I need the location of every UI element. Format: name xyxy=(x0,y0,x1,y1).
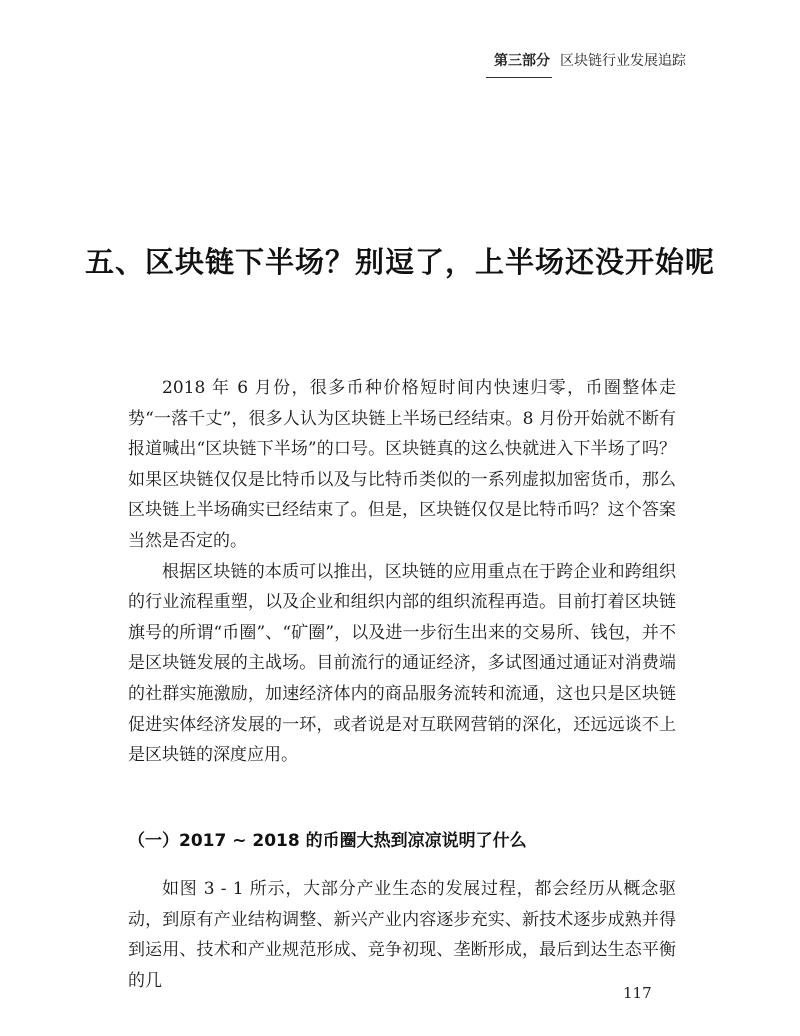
paragraph: 2018 年 6 月份，很多币种价格短时间内快速归零，币圈整体走势“一落千丈”，很多人认为区块链上半场已经结束。8 月份开始就不断有报道喊出“区块链下半场”的口号。区块链真的这么快就进入下半场了吗？如果区块链仅仅是比特币以及与比特币类似的一系列虚拟加密货币，那么区块链上半场确实已经结束了。但是，区块链仅仅是比特币吗？这个答案当然是否定的。 xyxy=(128,378,676,551)
chapter-title: 五、区块链下半场？别逗了，上半场还没开始呢 xyxy=(84,245,715,279)
running-header-part: 第三部分 xyxy=(494,53,550,69)
running-header xyxy=(494,50,686,70)
header-rule xyxy=(486,77,552,78)
page-number: 117 xyxy=(623,984,652,1002)
paragraph: 如图 3 - 1 所示，大部分产业生态的发展过程，都会经历从概念驱动，到原有产业结构调整、新兴产业内容逐步充实、新技术逐步成熟并得到运用、技术和产业规范形成、竞争初现、垄断形成，最后到达生态平衡的几 xyxy=(128,879,676,991)
body-paragraphs xyxy=(128,373,676,771)
section-heading: （一）2017 ~ 2018 的币圈大热到凉凉说明了什么 xyxy=(128,831,527,851)
paragraph: 根据区块链的本质可以推出，区块链的应用重点在于跨企业和跨组织的行业流程重塑，以及企业和组织内部的组织流程再造。目前打着区块链旗号的所谓“币圈”、“矿圈”，以及进一步衍生出来的交易所、钱包，并不是区块链发展的主战场。目前流行的通证经济，多试图通过通证对消费端的社群实施激励，加速经济体内的商品服务流转和流通，这也只是区块链促进实体经济发展的一环，或者说是对互联网营销的深化，还远远谈不上是区块链的深度应用。 xyxy=(128,561,676,766)
running-header-section: 区块链行业发展追踪 xyxy=(560,53,686,69)
section-body xyxy=(128,874,676,996)
